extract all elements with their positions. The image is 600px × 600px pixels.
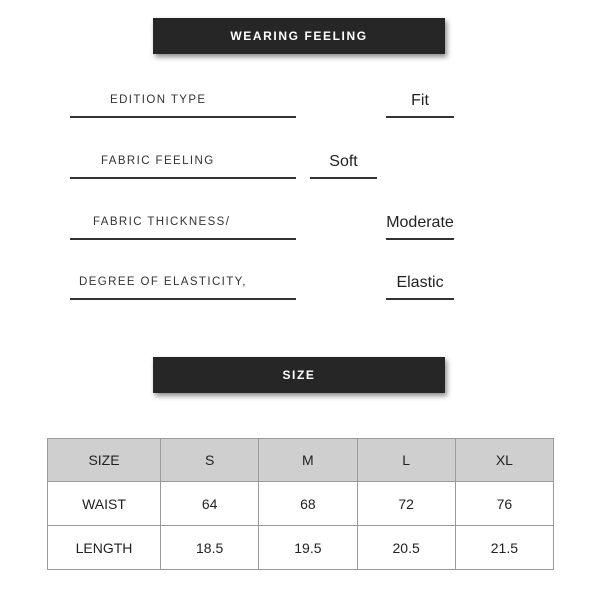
header-cell-s: S bbox=[161, 439, 259, 482]
size-table bbox=[47, 438, 554, 570]
fabric-thickness-label: FABRIC THICKNESS/ bbox=[93, 216, 231, 228]
table-row bbox=[48, 526, 554, 570]
fabric-thickness-label-box bbox=[70, 212, 296, 240]
elasticity-value: Elastic bbox=[396, 274, 444, 291]
edition-type-label-box bbox=[70, 90, 296, 118]
elasticity-label: DEGREE OF ELASTICITY, bbox=[79, 276, 247, 288]
table-cell: 18.5 bbox=[161, 526, 259, 570]
header-cell-l: L bbox=[357, 439, 455, 482]
table-cell: 21.5 bbox=[455, 526, 553, 570]
table-cell: 64 bbox=[161, 482, 259, 526]
size-title: SIZE bbox=[282, 368, 316, 382]
wearing-feeling-title: WEARING FEELING bbox=[230, 29, 368, 43]
header-cell-size: SIZE bbox=[48, 439, 161, 482]
row-label-waist: WAIST bbox=[48, 482, 161, 526]
fabric-feeling-value-box bbox=[310, 149, 377, 179]
elasticity-value-box bbox=[386, 270, 454, 300]
fabric-thickness-value: Moderate bbox=[386, 214, 454, 231]
edition-type-value-box bbox=[386, 88, 454, 118]
edition-type-label: EDITION TYPE bbox=[110, 94, 207, 106]
table-cell: 76 bbox=[455, 482, 553, 526]
table-cell: 20.5 bbox=[357, 526, 455, 570]
table-cell: 68 bbox=[259, 482, 357, 526]
fabric-thickness-value-box bbox=[386, 210, 454, 240]
fabric-feeling-value: Soft bbox=[329, 153, 358, 170]
header-cell-m: M bbox=[259, 439, 357, 482]
header-cell-xl: XL bbox=[455, 439, 553, 482]
table-row bbox=[48, 482, 554, 526]
size-table-header-row bbox=[48, 439, 554, 482]
row-label-length: LENGTH bbox=[48, 526, 161, 570]
edition-type-value: Fit bbox=[411, 92, 429, 109]
table-cell: 19.5 bbox=[259, 526, 357, 570]
wearing-feeling-banner bbox=[153, 18, 445, 54]
elasticity-label-box bbox=[70, 272, 296, 300]
fabric-feeling-label: FABRIC FEELING bbox=[101, 155, 215, 167]
size-banner bbox=[153, 357, 445, 393]
table-cell: 72 bbox=[357, 482, 455, 526]
fabric-feeling-label-box bbox=[70, 151, 296, 179]
